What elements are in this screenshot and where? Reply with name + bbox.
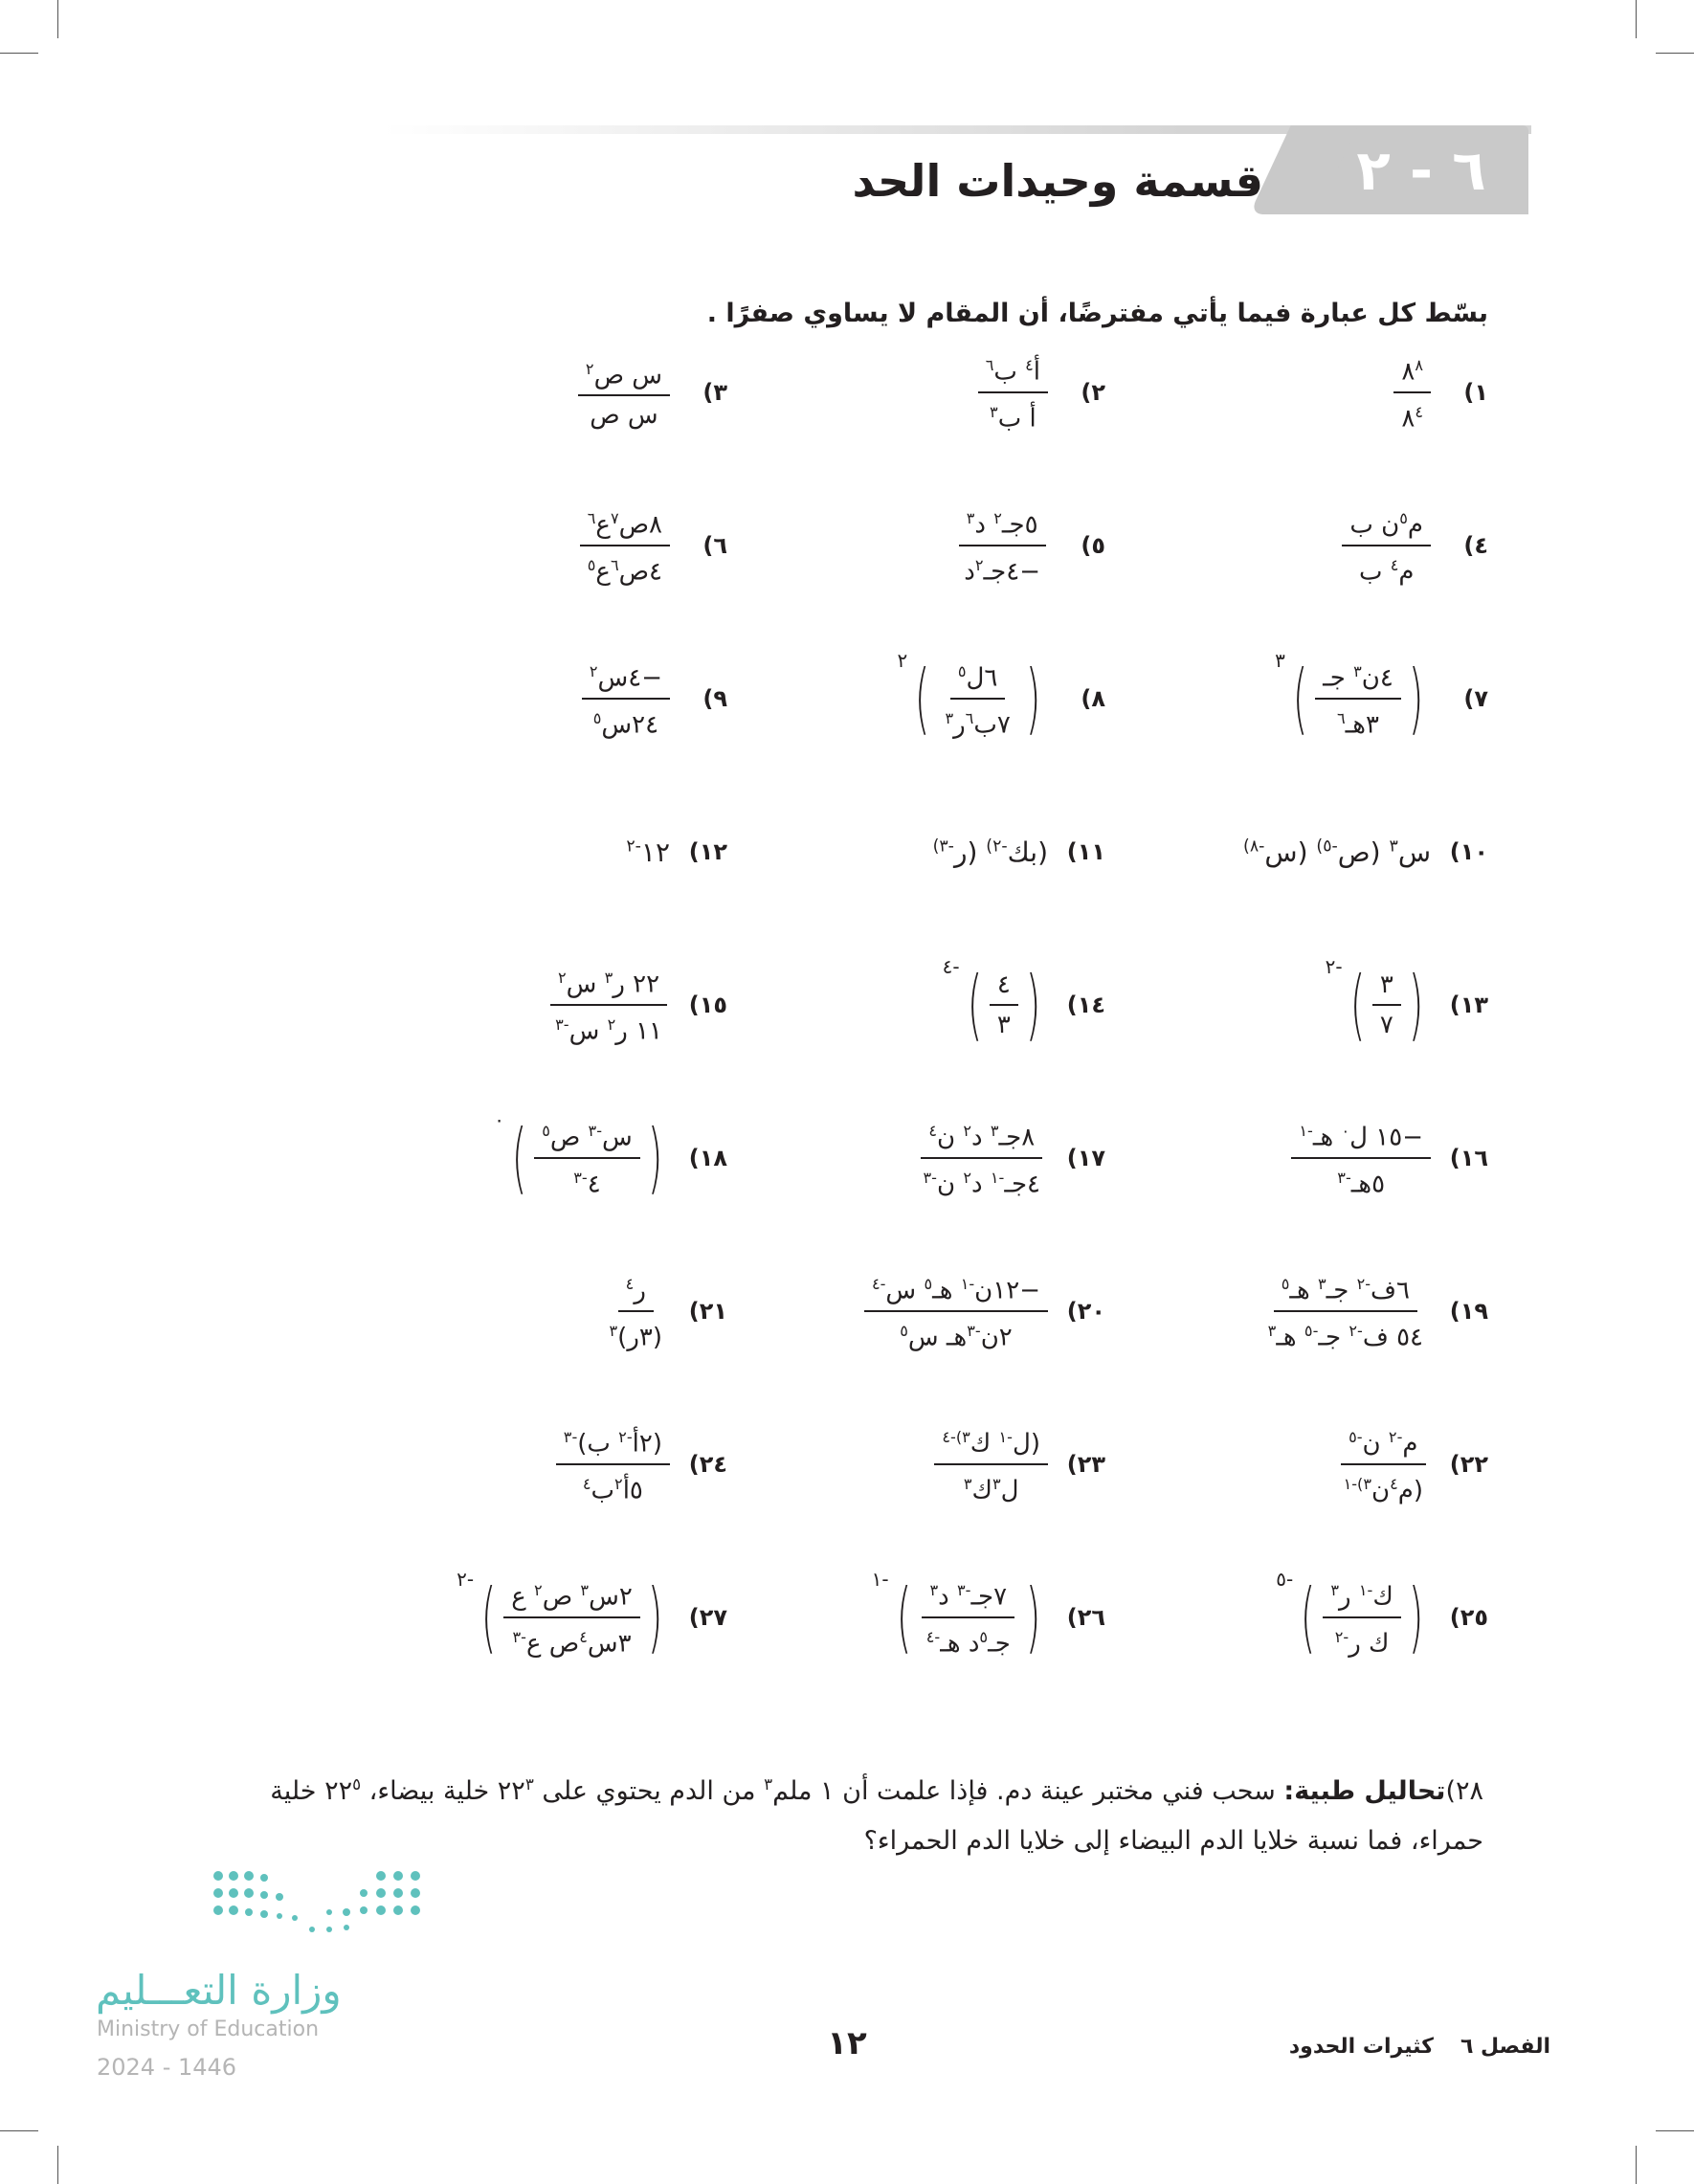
exercise-item xyxy=(872,1565,1105,1670)
problem-label: تحاليل طبية: xyxy=(1283,1776,1446,1806)
fraction-denominator: ٣هـ$^٦$ xyxy=(1336,709,1379,740)
exercise-item xyxy=(580,493,727,598)
exercise-item xyxy=(1393,340,1488,445)
fraction xyxy=(534,1112,640,1203)
exercise-item xyxy=(1243,799,1488,904)
fraction xyxy=(578,350,670,435)
exercise-number: ١٠) xyxy=(1449,838,1488,865)
exercise-number: ٢١) xyxy=(688,1298,727,1325)
fraction-numerator: ٦ف$^{-٢}$ جـ$^٣$ هـ$^٥$ xyxy=(1274,1265,1417,1312)
left-paren: ( xyxy=(1408,960,1424,1049)
fraction-denominator: ٣ xyxy=(996,1011,1011,1039)
problem-28 xyxy=(239,1759,1483,1866)
exponent: -٢ xyxy=(1325,955,1343,978)
fraction-numerator: أ$^٤$ ب$^٦$ xyxy=(978,346,1048,393)
problem-number: ٢٨) xyxy=(1445,1776,1483,1806)
fraction-denominator: (٣ر)$^٣$ xyxy=(609,1322,662,1352)
exercise-number: ١٢) xyxy=(688,838,727,865)
right-paren: ) xyxy=(1300,1572,1316,1661)
fraction xyxy=(1336,1418,1431,1509)
lesson-number: ٦ - ٢ xyxy=(1356,138,1486,203)
fraction xyxy=(864,1265,1048,1356)
exercise-item xyxy=(457,1565,727,1670)
fraction-numerator: −١٥ ل$^٠$ هـ$^{-١}$ xyxy=(1291,1112,1431,1159)
fraction-denominator: م$^٤$ ب xyxy=(1358,556,1415,587)
exercise-item xyxy=(1275,646,1488,751)
fraction-numerator: (٢أ$^{-٢}$ ب)$^{-٣}$ xyxy=(556,1418,670,1465)
fraction-denominator: ٤جـ$^{-١}$ د$^٢$ ن$^{-٣}$ xyxy=(923,1169,1040,1199)
exercise-item xyxy=(1276,1565,1488,1670)
exercise-item xyxy=(1342,493,1488,598)
exercise-item xyxy=(1291,1105,1488,1211)
fraction-denominator: ١١ ر$^٢$ س$^{-٣}$ xyxy=(555,1015,662,1046)
fraction-denominator: ٧ xyxy=(1379,1011,1393,1039)
fraction-denominator: ٣س$^٤$ص ع$^{-٣}$ xyxy=(512,1628,632,1659)
exercise-number: ٥) xyxy=(1081,532,1105,559)
left-paren: ( xyxy=(1025,960,1041,1049)
chapter-label: الفصل ٦ xyxy=(1460,2035,1550,2059)
fraction xyxy=(990,966,1018,1044)
exponent: -١ xyxy=(871,1568,889,1591)
fraction xyxy=(556,1418,670,1509)
exercise-expression: س$^٣$ (ص$^{-٥)}$ (س$^{-٨)}$ xyxy=(1243,836,1431,868)
exercise-number: ١٥) xyxy=(688,992,727,1018)
crop-mark xyxy=(1636,0,1637,38)
fraction xyxy=(919,1571,1018,1662)
fraction xyxy=(1372,966,1401,1044)
exponent: ٠ xyxy=(494,1108,504,1131)
fraction xyxy=(582,653,670,744)
exercise-number: ١١) xyxy=(1066,838,1105,865)
fraction xyxy=(978,346,1048,437)
crop-mark xyxy=(57,0,58,38)
fraction-denominator: $٤^{-٣}$ xyxy=(573,1169,601,1199)
ministry-name-english: Ministry of Education xyxy=(97,2017,320,2041)
exponent: -٥ xyxy=(1276,1568,1294,1591)
fraction-numerator: ك$^{-١}$ ر$^٣$ xyxy=(1323,1571,1400,1618)
fraction-numerator: م$^٥$ن ب xyxy=(1342,500,1431,546)
left-paren: ( xyxy=(1408,1572,1424,1661)
fraction xyxy=(503,1571,640,1662)
fraction xyxy=(934,1418,1048,1509)
fraction-denominator: جـ$^٥$د هـ$^{-٤}$ xyxy=(925,1628,1011,1659)
exercise-number: ٨) xyxy=(1081,685,1105,712)
exercise-number: ٤) xyxy=(1463,532,1488,559)
exponent: -٢ xyxy=(457,1568,475,1591)
exercise-number: ١٦) xyxy=(1449,1145,1488,1171)
fraction-numerator: ٤ xyxy=(990,966,1018,1006)
crop-mark xyxy=(0,2130,38,2131)
fraction xyxy=(1393,346,1431,437)
exercise-number: ١٧) xyxy=(1066,1145,1105,1171)
fraction-denominator: ٢ن$^{-٣}$هـ س$^٥$ xyxy=(900,1322,1013,1352)
fraction-numerator: (ل$^{-١}$ ك$^{٣)-٤}$ xyxy=(934,1418,1048,1465)
fraction-denominator: ٤ص$^٦$ع$^٥$ xyxy=(587,556,662,587)
exercise-number: ١٩) xyxy=(1449,1298,1488,1325)
ministry-name-arabic: وزارة التعـــليم xyxy=(96,1967,342,2014)
exercise-item xyxy=(626,799,727,904)
exponent: ٢ xyxy=(897,649,908,672)
lesson-title: قسمة وحيدات الحد xyxy=(852,155,1263,207)
right-paren: ) xyxy=(480,1572,497,1661)
fraction-numerator: ٤ن$^٣$ جـ xyxy=(1315,653,1401,700)
exercise-number: ٢٢) xyxy=(1449,1451,1488,1478)
fraction-numerator: س ص$^٢$ xyxy=(578,350,670,397)
crop-mark xyxy=(1656,2130,1694,2131)
exercise-number: ٩) xyxy=(702,685,727,712)
right-paren: ) xyxy=(896,1572,911,1661)
right-paren: ) xyxy=(967,960,983,1049)
crop-mark xyxy=(1656,53,1694,54)
fraction-numerator: س$^{-٣}$ ص$^٥$ xyxy=(534,1112,640,1159)
exercise-number: ٧) xyxy=(1463,685,1488,712)
exercise-item xyxy=(494,1105,727,1211)
fraction xyxy=(602,1265,670,1356)
exercise-item xyxy=(602,1259,727,1364)
fraction-numerator: ٨ص$^٧$ع$^٦$ xyxy=(580,500,670,546)
fraction-denominator: −٤جـ$^٢$د xyxy=(964,556,1040,587)
page-number: ١٢ xyxy=(827,2024,867,2062)
exercise-item xyxy=(578,340,727,445)
exponent: ٣ xyxy=(1275,649,1285,672)
exercise-number: ١٨) xyxy=(688,1145,727,1171)
right-paren: ) xyxy=(511,1113,527,1202)
exercise-item xyxy=(956,493,1105,598)
fraction-denominator: س ص xyxy=(590,401,658,431)
exercise-number: ٦) xyxy=(702,532,727,559)
fraction-denominator: ٥أ$^٢$ب$^٤$ xyxy=(582,1475,643,1505)
exercise-number: ٢) xyxy=(1081,379,1105,406)
fraction-numerator: ٧جـ$^{-٣}$ د$^٣$ xyxy=(922,1571,1014,1618)
left-paren: ( xyxy=(647,1113,663,1202)
problem-text: سحب فني مختبر عينة دم. فإذا علمت أن ١ ملم$^٣$ من الدم يحتوي على $٢٢^٣$ خلية بيضاء، $٢٢^٥$ خلية حمراء، فما نسبة خلايا الدم البيضاء إلى خلايا الدم الحمراء؟ xyxy=(270,1774,1483,1856)
ministry-year: 2024 - 1446 xyxy=(97,2054,237,2081)
fraction-denominator: ك ر$^{-٢}$ xyxy=(1334,1628,1390,1659)
fraction-denominator: $٨^٤$ xyxy=(1401,403,1423,434)
instruction-text: بسّط كل عبارة فيما يأتي مفترضًا، أن المقام لا يساوي صفرًا . xyxy=(706,299,1488,328)
fraction-numerator: ٨جـ$^٣$ د$^٢$ ن$^٤$ xyxy=(921,1112,1042,1159)
fraction xyxy=(547,959,670,1050)
fraction xyxy=(1342,500,1431,591)
exercise-expression: (بك$^{-٢)}$ (ر$^{-٣)}$ xyxy=(932,836,1048,868)
right-paren: ) xyxy=(915,654,930,743)
exercise-number: ٢٤) xyxy=(688,1451,727,1478)
right-paren: ) xyxy=(1292,654,1308,743)
fraction-numerator: ٣ xyxy=(1372,966,1401,1006)
exercise-item xyxy=(1336,1412,1488,1517)
left-paren: ( xyxy=(1025,654,1041,743)
exercise-item xyxy=(864,1259,1105,1364)
exercise-item xyxy=(582,646,727,751)
crop-mark xyxy=(0,53,38,54)
chapter-title: كثيرات الحدود xyxy=(1288,2035,1434,2059)
exercise-number: ٢٥) xyxy=(1449,1604,1488,1631)
fraction-denominator: ل$^٣$ك$^٣$ xyxy=(963,1475,1019,1505)
exercise-expression: $١٢^{-٢}$ xyxy=(626,836,670,868)
fraction-denominator: أ ب$^٣$ xyxy=(990,403,1036,434)
fraction xyxy=(580,500,670,591)
exercise-item xyxy=(1260,1259,1488,1364)
crop-mark xyxy=(1636,2146,1637,2184)
exponent: -٤ xyxy=(942,955,960,978)
exercise-number: ٢٧) xyxy=(688,1604,727,1631)
fraction-denominator: ٥٤ ف$^{-٢}$ جـ$^{-٥}$ هـ$^٣$ xyxy=(1267,1322,1423,1352)
exercise-item xyxy=(933,799,1105,904)
exercise-number: ٢٣) xyxy=(1066,1451,1105,1478)
exercise-number: ١) xyxy=(1463,379,1488,406)
exercise-item xyxy=(1326,952,1488,1058)
fraction xyxy=(937,653,1017,744)
left-paren: ( xyxy=(1025,1572,1041,1661)
ministry-logo-icon xyxy=(209,1866,448,1952)
exercise-item xyxy=(978,340,1105,445)
exercise-item xyxy=(897,646,1105,751)
exercise-item xyxy=(916,1105,1106,1211)
fraction-numerator: −٤س$^٢$ xyxy=(582,653,670,700)
fraction-denominator: ٢٤س$^٥$ xyxy=(592,709,659,740)
fraction-denominator: (م$^٤$ن$^{٣)-١}$ xyxy=(1343,1475,1423,1505)
exercise-number: ٢٦) xyxy=(1066,1604,1105,1631)
exercise-item xyxy=(556,1412,727,1517)
exercise-item xyxy=(934,1412,1105,1517)
exercise-number: ٢٠) xyxy=(1066,1298,1105,1325)
exercise-item xyxy=(547,952,727,1058)
fraction xyxy=(956,500,1048,591)
fraction-numerator: ٥جـ$^٢$ د$^٣$ xyxy=(959,500,1046,546)
fraction xyxy=(916,1112,1049,1203)
exercise-number: ١٤) xyxy=(1066,992,1105,1018)
fraction-denominator: ٥هـ$^{-٣}$ xyxy=(1337,1169,1386,1199)
fraction-numerator: م$^{-٢}$ ن$^{-٥}$ xyxy=(1341,1418,1425,1465)
fraction xyxy=(1323,1571,1400,1662)
crop-mark xyxy=(57,2146,58,2184)
fraction xyxy=(1291,1112,1431,1203)
left-paren: ( xyxy=(647,1572,663,1661)
exercise-item xyxy=(943,952,1105,1058)
fraction xyxy=(1315,653,1401,744)
fraction-numerator: −١٢ن$^{-١}$ هـ$^٥$ س$^{-٤}$ xyxy=(864,1265,1048,1312)
fraction xyxy=(1260,1265,1431,1356)
left-paren: ( xyxy=(1408,654,1424,743)
fraction-numerator: $٨^٨$ xyxy=(1393,346,1431,393)
fraction-numerator: ٢٢ ر$^٣$ س$^٢$ xyxy=(550,959,667,1006)
fraction-numerator: ٦ل$^٥$ xyxy=(950,653,1006,700)
exercise-number: ١٣) xyxy=(1449,992,1488,1018)
fraction-numerator: ر$^٤$ xyxy=(618,1265,654,1312)
right-paren: ) xyxy=(1349,960,1366,1049)
exercise-number: ٣) xyxy=(702,379,727,406)
fraction-denominator: ٧ب$^٦$ر$^٣$ xyxy=(945,709,1011,740)
fraction-numerator: ٢س$^٣$ ص$^٢$ ع xyxy=(503,1571,640,1618)
chapter-footer xyxy=(1289,2035,1550,2059)
